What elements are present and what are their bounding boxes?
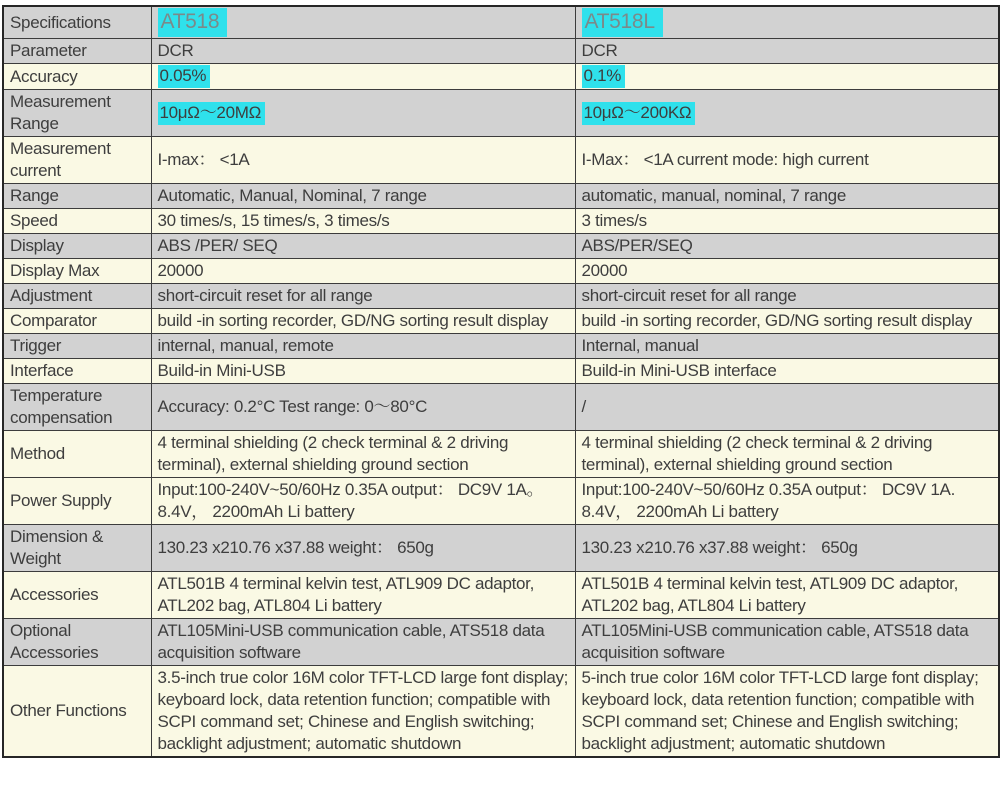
table-row	[3, 259, 999, 284]
at518l-value-cell: 20000	[575, 259, 999, 284]
specifications-table-body	[3, 6, 999, 757]
at518l-value-cell: /	[575, 384, 999, 431]
at518-value-cell: build -in sorting recorder, GD/NG sorting result display	[151, 309, 575, 334]
spec-label: Adjustment	[3, 284, 151, 309]
at518-value-cell	[151, 90, 575, 137]
spec-label: Interface	[3, 359, 151, 384]
at518l-value-cell: 4 terminal shielding (2 check terminal & 2 driving terminal), external shielding ground section	[575, 431, 999, 478]
table-row	[3, 359, 999, 384]
table-row	[3, 137, 999, 184]
at518-value-cell: 30 times/s, 15 times/s, 3 times/s	[151, 209, 575, 234]
at518l-value-cell: ATL501B 4 terminal kelvin test, ATL909 DC adaptor, ATL202 bag, ATL804 Li battery	[575, 572, 999, 619]
spec-label: Accuracy	[3, 64, 151, 90]
table-row	[3, 6, 999, 39]
spec-label: Accessories	[3, 572, 151, 619]
spec-label: Measurement Range	[3, 90, 151, 137]
spec-label: Range	[3, 184, 151, 209]
spec-label: Trigger	[3, 334, 151, 359]
at518-value-cell: short-circuit reset for all range	[151, 284, 575, 309]
at518-value-cell: Accuracy: 0.2°C Test range: 0～80°C	[151, 384, 575, 431]
at518-value-cell: ATL501B 4 terminal kelvin test, ATL909 DC adaptor, ATL202 bag, ATL804 Li battery	[151, 572, 575, 619]
at518-value-cell: Build-in Mini-USB	[151, 359, 575, 384]
table-row	[3, 384, 999, 431]
spec-label: Other Functions	[3, 666, 151, 758]
at518-value-cell: Input:100-240V~50/60Hz 0.35A output： DC9V 1A。8.4V， 2200mAh Li battery	[151, 478, 575, 525]
table-row	[3, 619, 999, 666]
table-row	[3, 309, 999, 334]
spec-label: Parameter	[3, 39, 151, 64]
at518l-value-cell: 3 times/s	[575, 209, 999, 234]
at518l-value-cell: automatic, manual, nominal, 7 range	[575, 184, 999, 209]
spec-label: Display	[3, 234, 151, 259]
at518l-value-cell: ABS/PER/SEQ	[575, 234, 999, 259]
at518-value-cell: DCR	[151, 39, 575, 64]
at518-value-cell: internal, manual, remote	[151, 334, 575, 359]
specifications-table	[2, 5, 1000, 758]
at518l-value-cell	[575, 6, 999, 39]
at518l-value-cell: I-Max： <1A current mode: high current	[575, 137, 999, 184]
at518-value-cell: Automatic, Manual, Nominal, 7 range	[151, 184, 575, 209]
spec-label: Power Supply	[3, 478, 151, 525]
at518-value-cell: I-max： <1A	[151, 137, 575, 184]
spec-label: Comparator	[3, 309, 151, 334]
at518-value-cell: 20000	[151, 259, 575, 284]
at518l-value-cell: Input:100-240V~50/60Hz 0.35A output： DC9V 1A. 8.4V， 2200mAh Li battery	[575, 478, 999, 525]
table-row	[3, 478, 999, 525]
at518l-value-cell: Build-in Mini-USB interface	[575, 359, 999, 384]
table-row	[3, 64, 999, 90]
at518-value-cell: 4 terminal shielding (2 check terminal & 2 driving terminal), external shielding ground section	[151, 431, 575, 478]
spec-label: Method	[3, 431, 151, 478]
table-row	[3, 525, 999, 572]
at518l-value-cell: ATL105Mini-USB communication cable, ATS518 data acquisition software	[575, 619, 999, 666]
highlighted-value: 10μΩ～20MΩ	[158, 102, 266, 125]
table-row	[3, 284, 999, 309]
spec-label: Temperature compensation	[3, 384, 151, 431]
spec-label: Measurement current	[3, 137, 151, 184]
spec-label: Specifications	[3, 6, 151, 39]
at518l-value-cell: DCR	[575, 39, 999, 64]
at518-value-cell: 130.23 x210.76 x37.88 weight： 650g	[151, 525, 575, 572]
at518l-value-cell: short-circuit reset for all range	[575, 284, 999, 309]
at518-value-cell: ATL105Mini-USB communication cable, ATS518 data acquisition software	[151, 619, 575, 666]
highlighted-value: 10μΩ～200KΩ	[582, 102, 696, 125]
at518-value-cell: 3.5-inch true color 16M color TFT-LCD large font display; keyboard lock, data retention function; compatible with SCPI command set; Chinese and English switching; backlight adjustment; automatic shutdown	[151, 666, 575, 758]
at518l-value-cell	[575, 90, 999, 137]
spec-label: Speed	[3, 209, 151, 234]
table-row	[3, 90, 999, 137]
table-row	[3, 334, 999, 359]
spec-label: Dimension & Weight	[3, 525, 151, 572]
table-row	[3, 572, 999, 619]
spec-label: Optional Accessories	[3, 619, 151, 666]
highlighted-value: 0.05%	[158, 65, 211, 88]
at518-value-cell	[151, 64, 575, 90]
model-name-highlight: AT518L	[582, 8, 663, 37]
at518l-value-cell: build -in sorting recorder, GD/NG sorting result display	[575, 309, 999, 334]
table-row	[3, 209, 999, 234]
highlighted-value: 0.1%	[582, 65, 626, 88]
table-row	[3, 666, 999, 758]
at518-value-cell: ABS /PER/ SEQ	[151, 234, 575, 259]
table-row	[3, 39, 999, 64]
at518l-value-cell	[575, 64, 999, 90]
at518-value-cell	[151, 6, 575, 39]
at518l-value-cell: 130.23 x210.76 x37.88 weight： 650g	[575, 525, 999, 572]
table-row	[3, 234, 999, 259]
at518l-value-cell: Internal, manual	[575, 334, 999, 359]
spec-label: Display Max	[3, 259, 151, 284]
table-row	[3, 184, 999, 209]
table-row	[3, 431, 999, 478]
at518l-value-cell: 5-inch true color 16M color TFT-LCD large font display; keyboard lock, data retention function; compatible with SCPI command set; Chinese and English switching; backlight adjustment; automatic shutdown	[575, 666, 999, 758]
model-name-highlight: AT518	[158, 8, 228, 37]
